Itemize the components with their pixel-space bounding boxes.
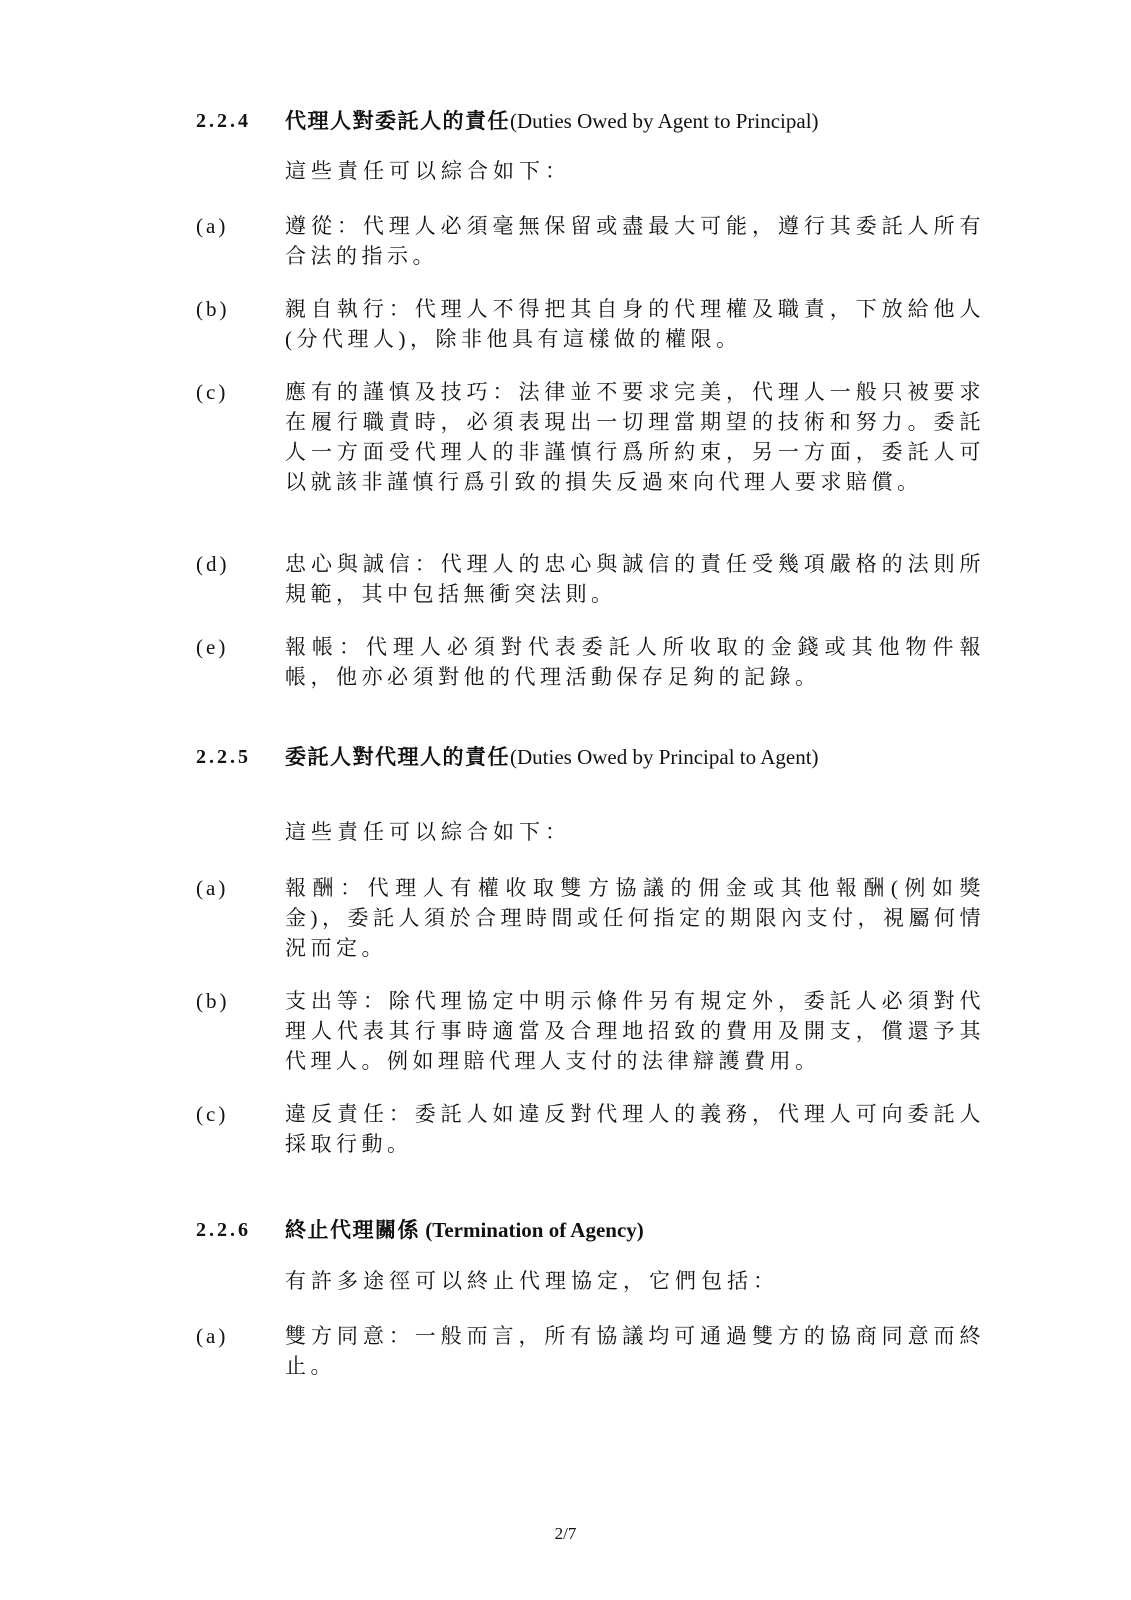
item-text: 報酬：代理人有權收取雙方協議的佣金或其他報酬(例如獎金)，委託人須於合理時間或任何指定的期限內支付，視屬何情況而定。 [285,876,985,960]
item-label: (b) [196,989,230,1013]
section-title-en: (Duties Owed by Agent to Principal) [510,109,819,133]
section-number: 2.2.5 [196,746,251,768]
section-number: 2.2.6 [196,1219,251,1241]
item-label: (b) [196,297,230,321]
section-intro: 這些責任可以綜合如下： [285,159,571,183]
item-text: 親自執行：代理人不得把其自身的代理權及職責，下放給他人(分代理人)，除非他具有這樣做的權限。 [285,297,985,351]
item-text: 報帳：代理人必須對代表委託人所收取的金錢或其他物件報帳，他亦必須對他的代理活動保存足夠的記錄。 [285,635,985,689]
section-number: 2.2.4 [196,110,251,132]
item-label: (e) [196,635,229,659]
section-title [285,104,819,138]
item-label: (d) [196,552,230,576]
item-text: 雙方同意：一般而言，所有協議均可通過雙方的協商同意而終止。 [285,1324,985,1378]
page-number: 2/7 [554,1524,577,1543]
section-title-en: (Duties Owed by Principal to Agent) [510,745,819,769]
item-label: (a) [196,1324,229,1348]
item-label: (a) [196,214,229,238]
item-text: 違反責任：委託人如違反對代理人的義務，代理人可向委託人採取行動。 [285,1102,985,1156]
item-label: (c) [196,380,229,404]
section-title [285,740,819,774]
section-heading-2-2-5 [0,740,1131,774]
section-title [285,1213,644,1247]
section-title-zh: 終止代理關係 [285,1218,420,1242]
section-title-zh: 委託人對代理人的責任 [285,745,510,769]
item-text: 忠心與誠信：代理人的忠心與誠信的責任受幾項嚴格的法則所規範，其中包括無衝突法則。 [285,552,985,606]
section-title-en: (Termination of Agency) [425,1218,644,1242]
item-label: (a) [196,876,229,900]
item-text: 應有的謹慎及技巧：法律並不要求完美，代理人一般只被要求在履行職責時，必須表現出一切理當期望的技術和努力。委託人一方面受代理人的非謹慎行爲所約束，另一方面，委託人可以就該非謹慎行爲引致的損失反過來向代理人要求賠償。 [285,380,985,494]
section-intro: 這些責任可以綜合如下： [285,820,571,844]
section-intro: 有許多途徑可以終止代理協定，它們包括： [285,1269,779,1293]
item-label: (c) [196,1102,229,1126]
item-text: 支出等：除代理協定中明示條件另有規定外，委託人必須對代理人代表其行事時適當及合理地招致的費用及開支，償還予其代理人。例如理賠代理人支付的法律辯護費用。 [285,989,985,1073]
section-title-zh: 代理人對委託人的責任 [285,109,510,133]
section-heading-2-2-4 [0,104,1131,138]
item-text: 遵從：代理人必須毫無保留或盡最大可能，遵行其委託人所有合法的指示。 [285,214,985,268]
section-heading-2-2-6 [0,1213,1131,1247]
